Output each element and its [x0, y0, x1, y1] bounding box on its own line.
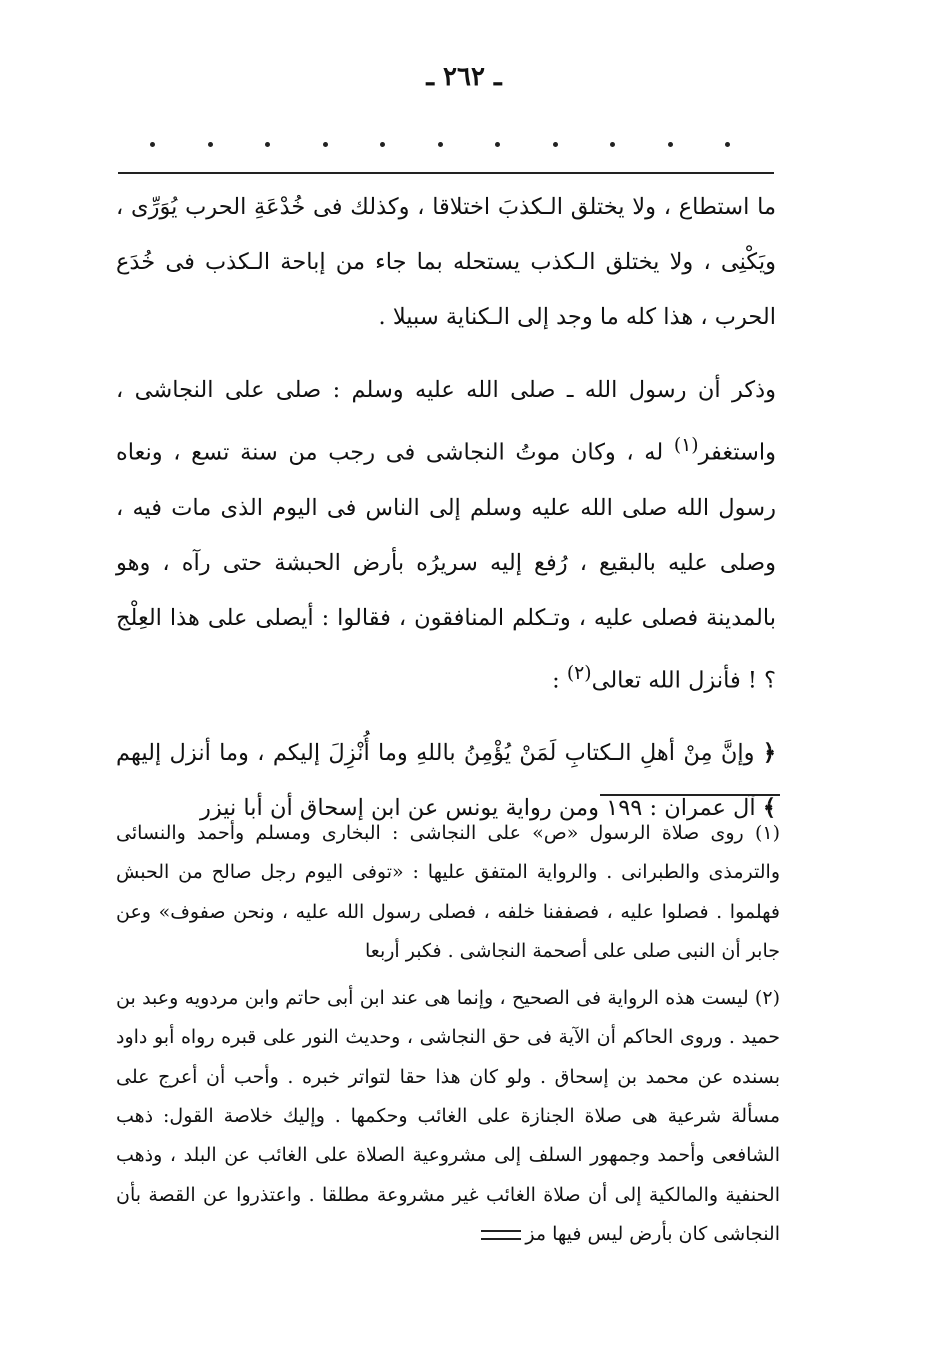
quran-verse: وإنَّ مِنْ أهلِ الـكتابِ لَمَنْ يُؤْمِنُ باللهِ وما أُنْزِلَ إليكم ، وما أنزل إليهم [116, 740, 755, 766]
footnote-ref-2: (٢) [566, 662, 592, 684]
footnote-2 [116, 979, 780, 1254]
quran-open-bracket: ﴿ [762, 740, 777, 766]
ornament-dots [150, 142, 730, 147]
ornament-dot [323, 142, 328, 147]
paragraph-2-part-a: وذكر أن رسول الله ـ صلى الله عليه وسلم : صلى على النجاشى ، واستغفر [116, 377, 776, 466]
ornament-dot [725, 142, 730, 147]
footnote-1: (١) روى صلاة الرسول «ص» على النجاشى : البخارى ومسلم وأحمد والنسائى والترمذى والطبرانى . والرواية المتفق عليها : «توفى اليوم رجل صالح من الحبش فهلموا . فصلوا عليه ، فصففنا خلفه ، فصلى رسول الله عليه ، ونحن صفوف» وعن جابر أن النبى صلى على أصحمة النجاشى . فكبر أربعا [116, 822, 780, 962]
page-number: ـ ٢٦٢ ـ [426, 62, 502, 92]
footnote-2-text: (٢) ليست هذه الرواية فى الصحيح ، وإنما هى عند ابن أبى حاتم وابن مردويه وعبد بن حميد . وروى الحاكم أن الآية فى حق النجاشى ، وحديث النور على قبره رواه أبو داود بسنده عن محمد بن إسحاق . ولو كان هذا حقا لتواتر خبره . وأحب أن أعرج على مسألة شرعية هى صلاة الجنازة على الغائب وحكمها . وإليك خلاصة القول: ذهب الشافعى وأحمد وجمهور السلف إلى مشروعية الصلاة على الغائب عن البلد ، وذهب الحنفية والمالكية إلى أن صلاة الغائب غير مشروعة مطلقا . واعتذروا عن القصة بأن النجاشى كان بأرض ليس فيها مز [116, 987, 780, 1245]
ornament-dot [208, 142, 213, 147]
ornament-dot [380, 142, 385, 147]
main-text [116, 180, 776, 836]
paragraph-2 [116, 363, 776, 708]
ornament-dot [610, 142, 615, 147]
ornament-dot [553, 142, 558, 147]
footnotes [116, 814, 780, 1254]
ornament-dot [438, 142, 443, 147]
quran-close-bracket: ﴾ [762, 795, 776, 821]
footnote-rule [600, 794, 780, 796]
ornament-dot [265, 142, 270, 147]
paragraph-3: آل عمران : ١٩٩ ومن رواية يونس عن ابن إسحاق أن أبا نيزر [199, 795, 756, 821]
paragraph-2-part-b: له ، وكان موتُ النجاشى فى رجب من سنة تسع ، ونعاه رسول الله صلى الله عليه وسلم إلى الناس فى اليوم الذى مات فيه ، وصلى عليه بالبقيع ، رُفع إليه سريرُه بأرض الحبشة حتى رآه ، وهو بالمدينة فصلى عليه ، وتـكلم المنافقون ، فقالوا : أيصلى على هذا العِلْج ؟ ! فأنزل الله تعالى [116, 439, 776, 693]
paragraph-1: ما استطاع ، ولا يختلق الـكذبَ اختلاقا ، وكذلك فى خُدْعَةِ الحرب يُوَرِّى ، ويَكْنِى ، ولا يختلق الـكذب يستحله بما جاء من إباحة الـكذب فى خُدَع الحرب ، هذا كله ما وجد إلى الـكناية سبيلا . [116, 194, 776, 330]
continuation-mark [481, 1230, 521, 1240]
ornament-dot [668, 142, 673, 147]
ornament-dot [150, 142, 155, 147]
footnote-ref-1: (١) [673, 435, 699, 456]
ornament-dot [495, 142, 500, 147]
header-rule [118, 172, 774, 174]
paragraph-2-part-c: : [552, 667, 560, 693]
